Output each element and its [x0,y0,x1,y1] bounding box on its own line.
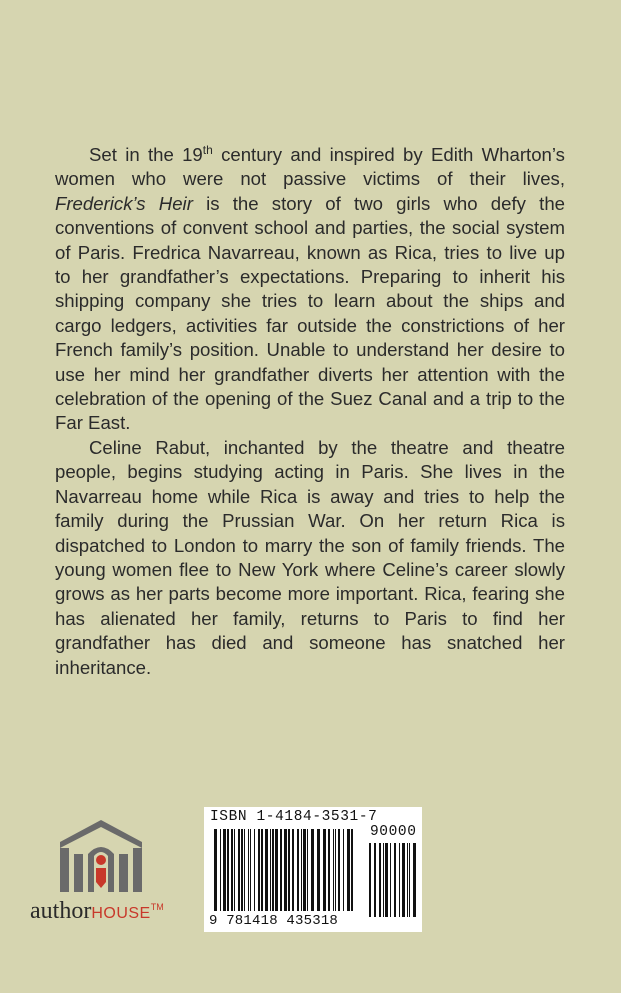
isbn-barcode [204,807,422,932]
blurb-p1-middle: century and inspired by Edith Wharton’s women who were not passive victims of their lives, [55,144,565,190]
price-code: 90000 [370,824,417,840]
blurb-paragraph-1 [55,143,565,436]
wordmark-author: author [30,898,92,924]
publisher-wordmark [30,898,164,925]
trademark-symbol: TM [150,902,164,912]
house-logo-icon [56,818,146,894]
blurb-p1-start: Set in the 19 [89,144,203,165]
back-cover-blurb [55,143,565,680]
wordmark-house: HOUSE [91,905,151,922]
blurb-paragraph-2: Celine Rabut, inchanted by the theatre and theatre people, begins studying acting in Paris. She lives in the Navarreau home while Rica is away and tries to help the family during the Prussian War. On her return Rica is dispatched to London to marry the son of family friends. The young women flee to New York where Celine’s career slowly grows as her parts become more important. Rica, fearing she has alienated her family, returns to Paris to find her grandfather has died and someone has snatched her inheritance. [55,436,565,678]
publisher-logo [28,818,198,928]
blurb-p1-superscript: th [202,143,213,157]
barcode-digits: 9 781418 435318 [209,913,339,929]
blurb-p1-end: is the story of two girls who defy the conventions of convent school and parties, the social system of Paris. Fredrica Navarreau, known as Rica, tries to live up to her grandfather’s expectations. Preparing to inherit his shipping company she tries to learn about the ships and cargo ledgers, activities far outside the constrictions of her French family’s position. Unable to understand her desire to use her mind her grandfather diverts her attention with the celebration of the opening of the Suez Canal and a trip to the Far East. [55,192,565,434]
book-title: Frederick’s Heir [55,192,193,214]
isbn-label: ISBN 1-4184-3531-7 [210,809,378,825]
